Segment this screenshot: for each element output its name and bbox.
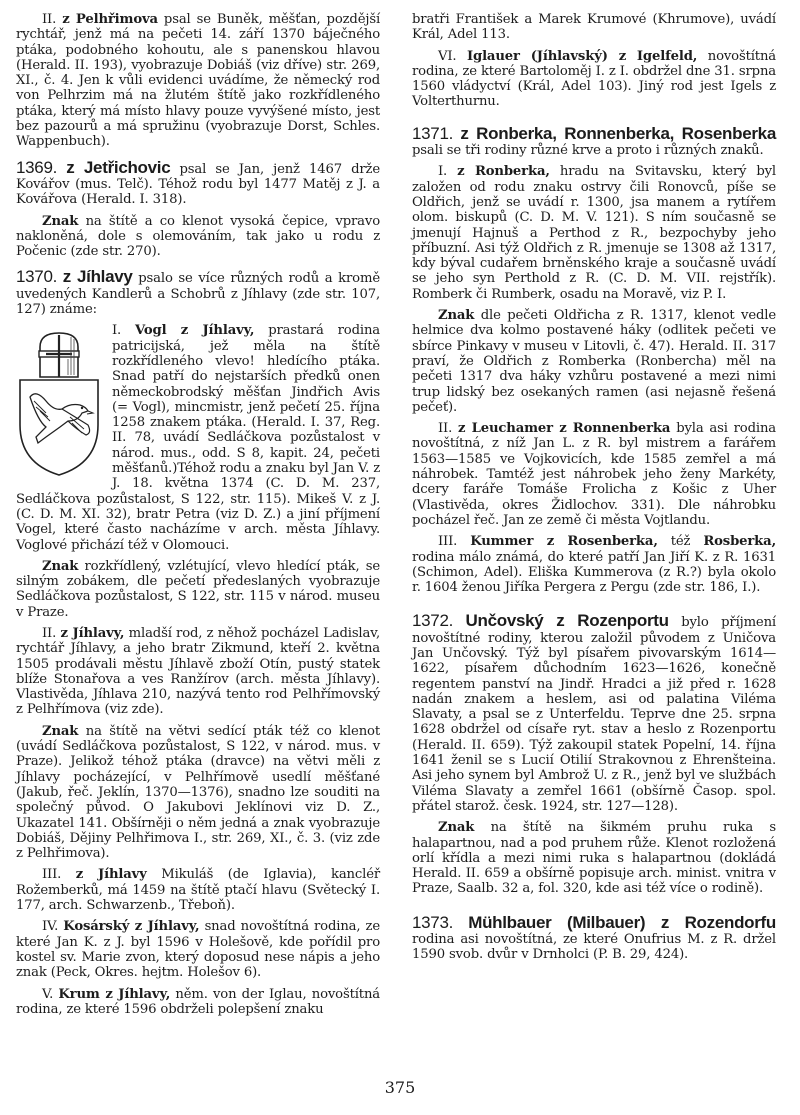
vogl-section	[16, 323, 380, 552]
kummer-paragraph	[412, 534, 776, 595]
znak-text: dle pečeti Oldřicha z R. 1317, klenot vedle helmice dva kolmo postavené háky (odlitek pečeti ve sbírce Pinkavy v museu v Litovli, č. 47). Herald. II. 317 praví, že Oldřich z Romberka (Ronbercha) měl na pečeti 1317 dva háky vzhůru postavené a mezi nimi trup lidský bez osekaných ramen (asi nejasně řešená pečeť).	[412, 308, 776, 415]
entry-text: psal se Jan, jenž 1467 drže Kovářov (mus. Telč). Téhož rodu byl 1477 Matěj z J. a Kovářova (Herald. I. 318).	[16, 161, 380, 208]
section-numeral: V.	[42, 986, 54, 1002]
entry-1373	[412, 912, 777, 963]
family-name: Iglauer (Jíhlavský) z Igelfeld,	[466, 48, 698, 64]
paragraph-text: byla asi rodina novoštítná, z níž Jan L. z R. byl mistrem a farářem 1563—1585 ve Vojkovicích, kde 1585 zemřel a má náhrobek. Tamtéž jest náhrobek jeho ženy Markéty, dcery faráře Tomáše Frolicha z Košic z Uher (Vlastivěda, okres Židlochov. 331). Dle náhrobku pocházel řeč. Jan ze země či města Vojtlandu.	[412, 421, 777, 528]
section-numeral: II.	[42, 625, 57, 641]
znak-label: Znak	[42, 213, 79, 229]
entry-number: 1370.	[16, 267, 58, 287]
family-name: Kosárský z Jíhlavy,	[63, 919, 200, 935]
znak-uncovsky	[412, 820, 776, 896]
znak-text: na štítě na šikmém pruhu ruka s halapartnou, nad a pod pruhem růže. Klenot rozložená orlí křídla a mezi nimi ruka s halapartnou (dokládá Herald. II. 659 a obšírně popisuje arch. minist. vnitra v Praze, Saalb. 32 a, fol. 320, kde asi též více o rodině).	[412, 820, 776, 897]
family-name: Krum z Jíhlavy,	[58, 986, 171, 1002]
paragraph-text: mladší rod, z něhož pocházel Ladislav, rychtář Jíhlavy, a jeho bratr Zikmund, kteří 2. května 1505 prodávali městu Jíhlavě zboží Otín, pustý statek blíže Stonařova a ves Ranžírov (arch. města Jíhlavy). Vlastivěda, Jíhlava 210, nazývá tento rod Pelhřímovský z Pelhřímova (viz zde).	[16, 625, 380, 718]
krum-continued	[412, 12, 776, 43]
paragraph-text: prastará rodina patricijská, jež měla na štítě rozkřídleného vlevo! hledícího ptáka. Snad patří do nejstarších předků onen německobrodský měšťan Jindřich Avis (= Vogl), mincmistr, jenž pečetí 25. října 1258 znakem ptáka. (Herald. I. 37, Reg. II. 78, uvádí Sedláčkova pozůstalost v národ. mus., odd. S 8, kapit. 24, pečeti měšťanů.)Téhož rodu a znaku byl Jan V. z J. 18. května 1374 (C. D. M. 237, Sedláčkova pozůstalost, S 122, str. 115). Mikeš V. z J. (C. D. M. XI. 32), bratr Petra (viz D. Z.) a jiní příjmení Vogel, které často nacházíme v arch. města Jíhlavy. Voglové přichází též v Olomouci.	[16, 323, 380, 553]
znak-text: rozkřídlený, vzlétující, vlevo hledící pták, se silným zobákem, dle pečetí předeslaných vyobrazuje Sedláčkova pozůstalost, S 122, str. 115 v národ. museu v Praze.	[16, 558, 381, 620]
paragraph-text: něm. von der Iglau, novoštítná rodina, ze které 1596 obdrželi polepšení znaku	[16, 986, 380, 1017]
iglauer-paragraph	[412, 49, 776, 110]
paragraph-text: Mikuláš (de Iglavia), kancléř Rožemberků, má 1459 na štítě ptačí hlavu (Světecký I. 177, arch. Schwarzenb., Třeboň).	[16, 867, 381, 914]
znak-label: Znak	[42, 558, 79, 574]
entry-1369	[16, 157, 380, 208]
section-numeral: VI.	[438, 48, 457, 64]
entry-title: z Jetřichovic	[66, 157, 171, 177]
znak-text: na štítě a co klenot vysoká čepice, vpravo nakloněná, dole s olemováním, tak jako u rodu z Počenic (zde str. 270).	[16, 213, 380, 260]
entry-number: 1372.	[412, 611, 454, 631]
section-numeral: II.	[438, 421, 453, 437]
section-numeral: IV.	[42, 919, 59, 935]
entry-title: Mühlbauer (Milbauer) z Rozendorfu	[468, 912, 777, 932]
section-numeral: I.	[112, 323, 122, 339]
paragraph-pelhrimova	[16, 12, 380, 150]
family-name: z Jíhlavy	[75, 867, 147, 883]
coat-of-arms-helmet-bird-icon	[16, 325, 102, 477]
znak-label: Znak	[438, 820, 475, 836]
entry-text: psalo se více různých rodů a kromě uvedených Kandlerů a Schobrů z Jíhlavy (zde str. 107, 127) známe:	[16, 271, 380, 318]
paragraph-text: bratři František a Marek Krumové (Khrumove), uvádí Král, Adel 113.	[412, 12, 776, 43]
znak-1369	[16, 214, 380, 260]
znak-ronberka	[412, 308, 776, 415]
family-name-alt: Rosberka,	[703, 534, 777, 550]
section-numeral: II.	[42, 12, 57, 27]
connector-text: též	[670, 534, 691, 550]
znak-text: na štítě na větvi sedící pták též co klenot (uvádí Sedláčkova pozůstalost, S 122, v národ. mus. v Praze). Jelikož téhož ptáka (dravce) na větvi měli z Jíhlavy pocházející, v Pelhřímově usedlí měšťané (Jakub, řeč. Jeklín, 1370—1376), snadno lze souditi na společný původ. O Jakubovi Jeklínovi viz D. Z., Ukazatel 141. Obšírněji o něm jedná a znak vyobrazuje Dobiáš, Dějiny Pelhřimova I., str. 269, XI., č. 3. (viz zde z Pelhřimova).	[16, 723, 380, 862]
section-numeral: I.	[438, 164, 448, 180]
entry-1372	[412, 613, 776, 814]
family-name: z Jíhlavy,	[60, 625, 125, 641]
entry-text: psali se tři rodiny různé krve a proto i různých znaků.	[412, 143, 764, 159]
section-numeral: III.	[438, 534, 458, 550]
entry-number: 1369.	[16, 157, 58, 177]
entry-1370	[16, 269, 380, 317]
znak-vogl	[16, 559, 380, 620]
paragraph-text: novoštítná rodina, ze které Bartoloměj I. z I. obdržel dne 31. srpna 1560 vládyctví (Král, Adel 103). Jiný rod jest Igels z Volterthurnu.	[412, 48, 777, 110]
leuchamer-paragraph	[412, 421, 776, 528]
entry-number: 1371.	[412, 123, 454, 143]
entry-title: Unčovský z Rozenportu	[465, 611, 669, 631]
entry-text: bylo příjmení novoštítné rodiny, kterou založil původem z Uničova Jan Unčovský. Týž byl písařem pivovarským 1614—1622, písařem důchodním 1623—1626, konečně regentem panství na Jindř. Hradci a již před r. 1628 nadán znakem a heslem, asi od palatina Viléma Slavaty, a psal se z Unterfeldu. Teprve dne 25. srpna 1628 obdržel od císaře ryt. stav a heslo z Rozenportu (Herald. II. 659). Týž zakoupil statek Popelní, 14. října 1641 ženil se s Lucií Otilií Strakovnou z Ehrenšteina. Asi jeho synem byl Ambrož U. z R., jenž byl ve službách Viléma Slavaty a zemřel 1661 (obšírně Časop. spol. přátel starož. česk. 1924, str. 127—128).	[412, 615, 776, 814]
family-name: z Pelhřimova	[62, 12, 158, 27]
entry-title: z Jíhlavy	[62, 267, 133, 287]
right-column	[412, 12, 776, 969]
family-name: z Ronberka,	[457, 164, 550, 180]
jihlavy-iii-paragraph	[16, 867, 380, 913]
section-numeral: III.	[42, 867, 62, 883]
krum-paragraph	[16, 987, 380, 1018]
left-column	[16, 12, 380, 1023]
page-number: 375	[384, 1078, 416, 1097]
kosarsky-paragraph	[16, 919, 380, 980]
paragraph-text: psal se Buněk, měšťan, pozdější rychtář, jenž má na pečeti 14. září 1370 báječného ptáka, podobného kohoutu, ale s panenskou hlavou (Herald. II. 193), vyobrazuje Dobiáš (viz dříve) str. 269, XI., č. 4. Jen k vůli evidenci uvádíme, že německý rod von Pelhrzim má na žlutém štítě jako rozkřídleného ptáka, který má místo hlavy pouze vyvýšené místo, jest bez pazourů a má spružinu (vyobrazuje Dorst, Schles. Wappenbuch).	[16, 12, 381, 150]
entry-text: rodina asi novoštítná, ze které Onufrius M. z R. držel 1590 svob. dvůr v Drnholci (P. B. 29, 424).	[412, 932, 776, 963]
paragraph-text: snad novoštítná rodina, ze které Jan K. z J. byl 1596 v Holešově, kde pořídil pro kostel sv. Marie zvon, který doposud nese nápis a jeho znak (Peck, Okres. hejtm. Holešov 6).	[16, 919, 380, 981]
paragraph-text: rodina málo známá, do které patří Jan Jiří K. z R. 1631 (Schimon, Adel). Eliška Kummerova (z R.?) byla okolo r. 1604 ženou Jiříka Pergera z Pergu (zde str. 186, I.).	[412, 549, 776, 596]
entry-number: 1373.	[412, 912, 454, 932]
entry-title: z Ronberka, Ronnenberka, Rosenberka	[460, 123, 776, 143]
family-name: Kummer z Rosenberka,	[470, 534, 658, 550]
entry-1371	[412, 123, 776, 159]
ronberka-i-paragraph	[412, 164, 776, 302]
znak-label: Znak	[438, 308, 475, 324]
family-name: Vogl z Jíhlavy,	[135, 323, 255, 339]
paragraph-text: hradu na Svitavsku, který byl založen od rodu znaku ostrvy čili Ronovců, píše se Oldřich, jenž se uvádí r. 1300, jsa manem a rytířem olom. biskupů (C. D. M. V. 121). S ním současně se jmenují Hajnuš a Perthod z R., bezpochyby jeho příbuzní. Asi týž Oldřich z R. jmenuje se 1308 až 1317, kdy býval cudařem brněnského kraje a současně uvádí se jeho syn Perthold z R. (C. D. M. VII. rejstřík). Romberk či Rumberk, osadu na Moravě, viz P. I.	[412, 164, 776, 302]
family-name: z Leuchamer z Ronnenberka	[458, 421, 671, 437]
znak-jihlavy-ii	[16, 724, 380, 862]
jihlavy-ii-paragraph	[16, 626, 380, 718]
znak-label: Znak	[42, 723, 79, 739]
